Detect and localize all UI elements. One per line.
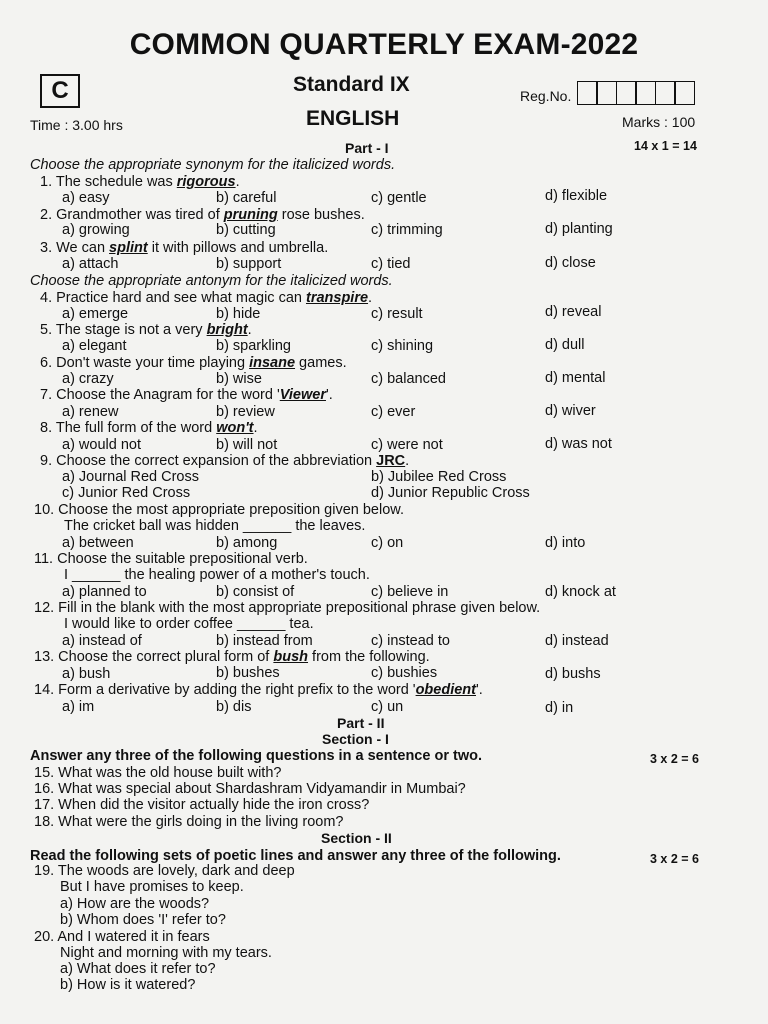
reg-box <box>655 81 676 105</box>
question-5: 5. The stage is not a very bright. <box>40 322 252 338</box>
question-20-line2: Night and morning with my tears. <box>60 945 272 961</box>
q5-option-b: b) sparkling <box>216 338 291 354</box>
q5-option-a: a) elegant <box>62 338 127 354</box>
q8-option-b: b) will not <box>216 437 278 453</box>
question-12-sentence: I would like to order coffee ______ tea. <box>64 616 314 632</box>
q8-option-d: d) was not <box>545 436 612 452</box>
question-3: 3. We can splint it with pillows and umbrella. <box>40 240 329 256</box>
question-13: 13. Choose the correct plural form of bush from the following. <box>34 649 430 665</box>
q3-option-a: a) attach <box>62 256 119 272</box>
q2-option-d: d) planting <box>545 221 613 237</box>
question-16: 16. What was special about Shardashram Vidyamandir in Mumbai? <box>34 781 466 797</box>
q4-option-d: d) reveal <box>545 304 602 320</box>
question-18: 18. What were the girls doing in the living room? <box>34 814 344 830</box>
q1-option-b: b) careful <box>216 190 277 206</box>
q4-option-a: a) emerge <box>62 306 129 322</box>
question-19: 19. The woods are lovely, dark and deep <box>34 863 295 879</box>
section1-instruction: Answer any three of the following questions in a sentence or two. <box>30 748 482 764</box>
question-10-sentence: The cricket ball was hidden ______ the leaves. <box>64 518 366 534</box>
q19-sub-a: a) How are the woods? <box>60 896 210 912</box>
paper-code-box: C <box>40 74 80 108</box>
q19-sub-b: b) Whom does 'I' refer to? <box>60 912 226 928</box>
q1-option-d: d) flexible <box>545 188 608 204</box>
q7-option-c: c) ever <box>371 404 416 420</box>
q12-option-a: a) instead of <box>62 633 142 649</box>
part1-title: Part - I <box>345 140 389 156</box>
question-2: 2. Grandmother was tired of pruning rose bushes. <box>40 207 365 223</box>
question-6: 6. Don't waste your time playing insane games. <box>40 355 347 371</box>
q6-option-c: c) balanced <box>371 371 446 387</box>
reg-box <box>577 81 598 105</box>
q7-option-d: d) wiver <box>545 403 596 419</box>
q10-option-d: d) into <box>545 535 586 551</box>
q1-option-a: a) easy <box>62 190 110 206</box>
question-14: 14. Form a derivative by adding the right prefix to the word 'obedient'. <box>34 682 483 698</box>
reg-no-label: Reg.No. <box>520 88 572 104</box>
question-7: 7. Choose the Anagram for the word 'Viewer'. <box>40 387 333 403</box>
q10-option-a: a) between <box>62 535 134 551</box>
question-8: 8. The full form of the word won't. <box>40 420 258 436</box>
question-4: 4. Practice hard and see what magic can transpire. <box>40 290 373 306</box>
question-11-sentence: I ______ the healing power of a mother's touch. <box>64 567 370 583</box>
q20-sub-a: a) What does it refer to? <box>60 961 216 977</box>
q5-option-d: d) dull <box>545 337 585 353</box>
question-11: 11. Choose the suitable prepositional verb. <box>34 551 308 567</box>
q20-sub-b: b) How is it watered? <box>60 977 196 993</box>
antonym-instruction: Choose the appropriate antonym for the italicized words. <box>30 273 393 289</box>
q6-option-b: b) wise <box>216 371 262 387</box>
question-1: 1. The schedule was rigorous. <box>40 174 240 190</box>
q9-option-a: a) Journal Red Cross <box>62 469 199 485</box>
q14-option-d: d) in <box>545 700 574 716</box>
q8-option-a: a) would not <box>62 437 141 453</box>
q12-option-d: d) instead <box>545 633 609 649</box>
part1-score: 14 x 1 = 14 <box>634 139 697 153</box>
marks-label: Marks : 100 <box>622 114 696 130</box>
q14-option-c: c) un <box>371 699 404 715</box>
section1-title: Section - I <box>322 731 389 747</box>
standard-label: Standard IX <box>293 73 410 96</box>
reg-box <box>635 81 656 105</box>
q14-option-b: b) dis <box>216 699 252 715</box>
reg-box <box>674 81 695 105</box>
section1-score: 3 x 2 = 6 <box>650 752 699 766</box>
q13-option-b: b) bushes <box>216 665 280 681</box>
section2-score: 3 x 2 = 6 <box>650 852 699 866</box>
synonym-instruction: Choose the appropriate synonym for the italicized words. <box>30 157 396 173</box>
question-10: 10. Choose the most appropriate preposition given below. <box>34 502 404 518</box>
reg-box <box>596 81 617 105</box>
q7-option-a: a) renew <box>62 404 119 420</box>
q5-option-c: c) shining <box>371 338 434 354</box>
q3-option-c: c) tied <box>371 256 411 272</box>
question-12: 12. Fill in the blank with the most appropriate prepositional phrase given below. <box>34 600 541 616</box>
reg-box <box>616 81 637 105</box>
question-17: 17. When did the visitor actually hide the iron cross? <box>34 797 370 813</box>
q11-option-b: b) consist of <box>216 584 295 600</box>
question-20: 20. And I watered it in fears <box>34 929 210 945</box>
q11-option-a: a) planned to <box>62 584 147 600</box>
q3-option-d: d) close <box>545 255 596 271</box>
subject-label: ENGLISH <box>306 107 400 130</box>
question-9: 9. Choose the correct expansion of the abbreviation JRC. <box>40 453 410 469</box>
section2-title: Section - II <box>321 830 392 846</box>
q4-option-b: b) hide <box>216 306 261 322</box>
q12-option-b: b) instead from <box>216 633 313 649</box>
q6-option-a: a) crazy <box>62 371 114 387</box>
q13-option-c: c) bushies <box>371 665 438 681</box>
q3-option-b: b) support <box>216 256 282 272</box>
q6-option-d: d) mental <box>545 370 606 386</box>
section2-instruction: Read the following sets of poetic lines and answer any three of the following. <box>30 848 561 864</box>
q13-option-d: d) bushs <box>545 666 601 682</box>
q4-option-c: c) result <box>371 306 423 322</box>
q2-option-c: c) trimming <box>371 222 443 238</box>
q10-option-b: b) among <box>216 535 278 551</box>
reg-no-boxes <box>578 81 695 105</box>
q14-option-a: a) im <box>62 699 95 715</box>
q9-option-c: c) Junior Red Cross <box>62 485 191 501</box>
q1-option-c: c) gentle <box>371 190 427 206</box>
question-15: 15. What was the old house built with? <box>34 765 282 781</box>
part2-title: Part - II <box>337 715 385 731</box>
q8-option-c: c) were not <box>371 437 443 453</box>
q7-option-b: b) review <box>216 404 275 420</box>
q12-option-c: c) instead to <box>371 633 450 649</box>
q9-option-d: d) Junior Republic Cross <box>371 485 530 501</box>
exam-title: COMMON QUARTERLY EXAM-2022 <box>129 28 639 61</box>
q11-option-d: d) knock at <box>545 584 616 600</box>
q9-option-b: b) Jubilee Red Cross <box>371 469 507 485</box>
q10-option-c: c) on <box>371 535 404 551</box>
q2-option-a: a) growing <box>62 222 130 238</box>
q11-option-c: c) believe in <box>371 584 449 600</box>
q2-option-b: b) cutting <box>216 222 276 238</box>
time-label: Time : 3.00 hrs <box>30 117 123 133</box>
question-19-line2: But I have promises to keep. <box>60 879 244 895</box>
q13-option-a: a) bush <box>62 666 111 682</box>
